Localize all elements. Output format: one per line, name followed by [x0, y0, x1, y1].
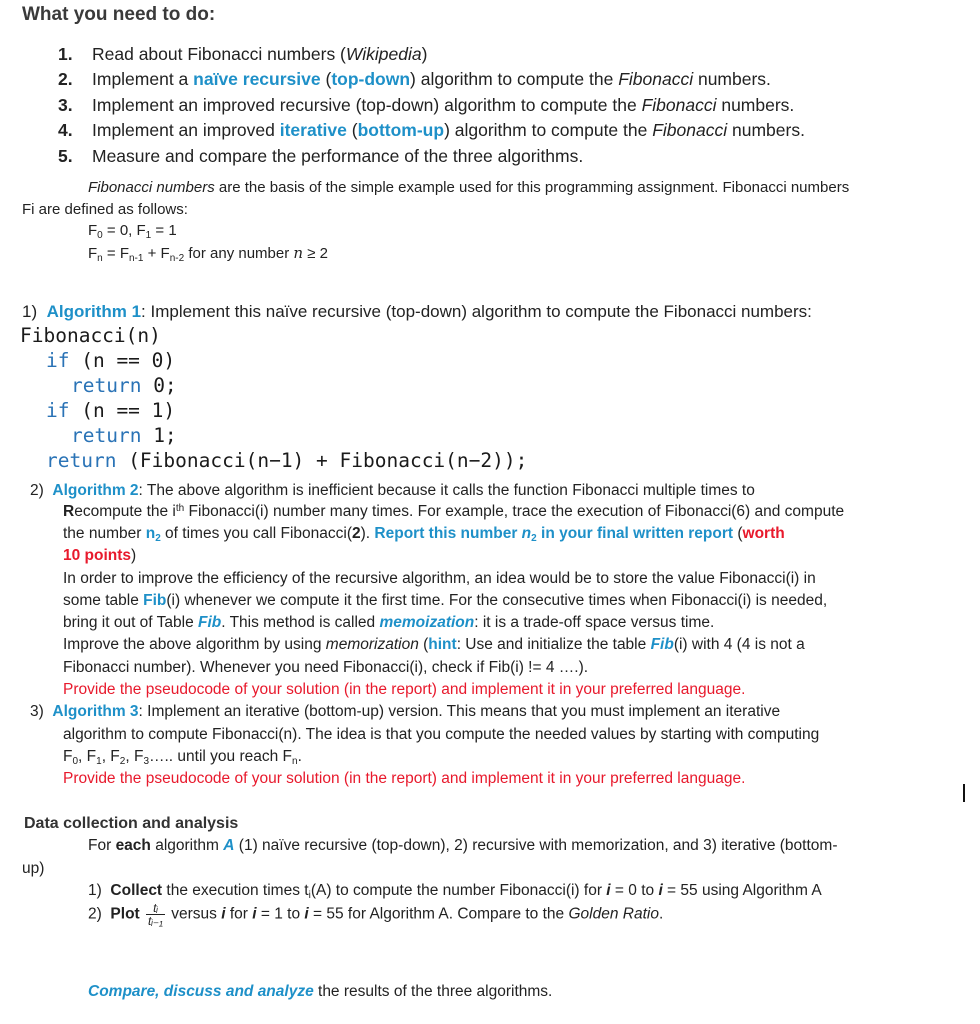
intro-line-2: Fi are defined as follows:: [22, 201, 188, 218]
algorithm-3-line-1: 3) Algorithm 3: Implement an iterative (bottom-up) version. This means that you must implement an iterative: [30, 703, 781, 720]
task-item-5: 5. Measure and compare the performance of the three algorithms.: [58, 146, 584, 166]
algorithm-2-line-2: Recompute the $i^{th}$ Fibonacci(i) number many times. For example, trace the execution of Fibonacci(6) and compute: [63, 503, 845, 520]
code-line-3: return 0;: [71, 374, 177, 397]
data-collection-line-2: up): [22, 860, 45, 877]
algorithm-2-line-7: bring it out of Table Fib. This method is called memoization: it is a trade-off space versus time.: [63, 614, 715, 631]
text-cursor: [963, 784, 965, 802]
code-line-2: if (n == 0): [46, 349, 176, 372]
algorithm-3-line-2: algorithm to compute Fibonacci(n). The idea is that you compute the needed values by starting with computing: [63, 726, 820, 743]
algorithm-2-line-1: 2) Algorithm 2: The above algorithm is inefficient because it calls the function Fibonacci multiple times to: [30, 482, 755, 499]
data-collection-line-1: For each algorithm A (1) naïve recursive (top-down), 2) recursive with memorization, and 3) iterative (bottom-: [88, 837, 838, 854]
data-collection-heading: Data collection and analysis: [24, 815, 239, 832]
algorithm-1-heading: 1) Algorithm 1: Implement this naïve recursive (top-down) algorithm to compute the Fibonacci numbers:: [22, 302, 812, 321]
algorithm-3-line-4: Provide the pseudocode of your solution (in the report) and implement it in your preferred language.: [63, 770, 746, 787]
algorithm-2-line-6: some table Fib(i) whenever we compute it the first time. For the consecutive times when Fibonacci(i) is needed,: [63, 592, 828, 609]
intro-line-1: Fibonacci numbers are the basis of the simple example used for this programming assignment. Fibonacci numbers: [88, 179, 850, 196]
closing-line: Compare, discuss and analyze the results of the three algorithms.: [88, 983, 553, 1000]
ratio-fraction: $\frac{\text{tᵢ}}{\text{tᵢ₋₁}}$: [148, 901, 163, 928]
code-line-5: return 1;: [71, 424, 177, 447]
task-item-2: 2. Implement a naïve recursive (top-down) algorithm to compute the Fibonacci numbers.: [58, 69, 771, 89]
algorithm-2-line-8: Improve the above algorithm by using memorization (hint: Use and initialize the table Fib(i) with 4 (4 is not a: [63, 636, 805, 653]
task-item-4: 4. Implement an improved iterative (bottom-up) algorithm to compute the Fibonacci numbers.: [58, 120, 805, 140]
algorithm-2-line-10: Provide the pseudocode of your solution (in the report) and implement it in your preferred language.: [63, 681, 746, 698]
algorithm-2-line-3: the number $n_2$ of times you call Fibonacci(2). Report this number $n_2$ in your final written report (worth: [63, 525, 785, 544]
code-line-4: if (n == 1): [46, 399, 176, 422]
task-item-1: 1. Read about Fibonacci numbers (Wikipedia): [58, 44, 428, 64]
data-item-2: 2) Plot $\frac{\text{tᵢ}}{\text{tᵢ₋₁}}$ versus i for i = 1 to i = 55 for Algorithm A. Compare to the Golden Ratio.: [88, 901, 664, 928]
code-line-6: return (Fibonacci(n−1) + Fibonacci(n−2));: [46, 449, 528, 472]
algorithm-3-line-3: $F_0$, $F_1$, $F_2$, $F_3\dots$.. until you reach $F_n$.: [63, 748, 302, 767]
code-line-1: Fibonacci(n): [20, 324, 161, 347]
section-heading-todo: What you need to do:: [22, 4, 216, 25]
algorithm-2-line-4: 10 points): [63, 547, 137, 564]
formula-recurrence: $F_n = F_{n-1} + F_{n-2}$ for any number n ≥ 2: [88, 244, 328, 264]
task-item-3: 3. Implement an improved recursive (top-down) algorithm to compute the Fibonacci numbers.: [58, 95, 795, 115]
formula-base: $F_0 = 0$, $F_1 = 1$: [88, 222, 177, 241]
data-item-1: 1) Collect the execution times $t_i(A)$ to compute the number Fibonacci(i) for i = 0 to i = 55 using Algorithm A: [88, 882, 822, 901]
algorithm-2-line-5: In order to improve the efficiency of the recursive algorithm, an idea would be to store the value Fibonacci(i) in: [63, 570, 816, 587]
algorithm-2-line-9: Fibonacci number). Whenever you need Fibonacci(i), check if Fib(i) != 4 ….).: [63, 659, 589, 676]
